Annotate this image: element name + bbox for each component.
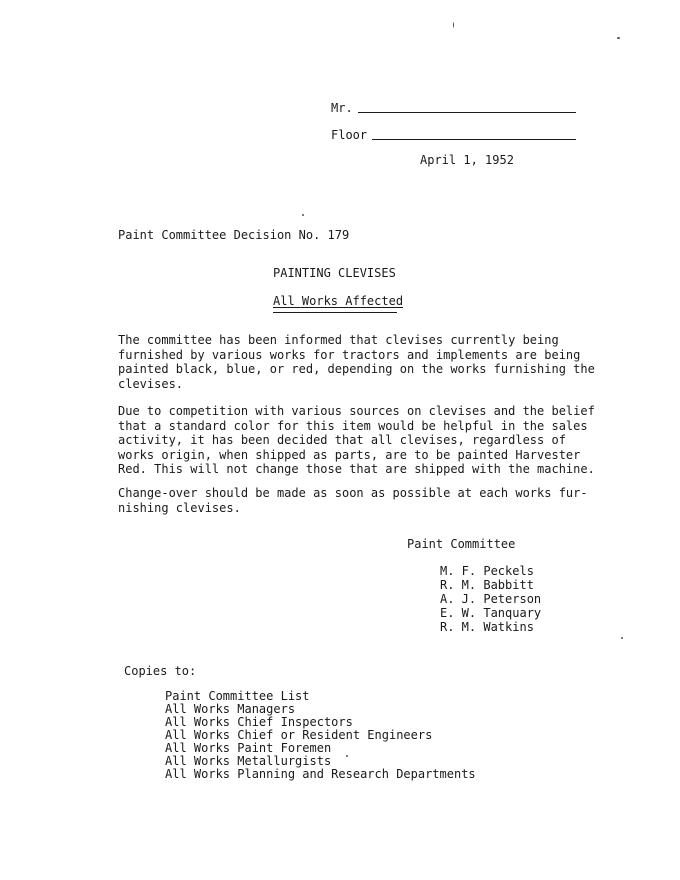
copies-recipient: All Works Chief or Resident Engineers — [165, 728, 433, 742]
mr-label: Mr. — [331, 101, 353, 115]
signature-member: R. M. Babbitt — [440, 578, 534, 592]
body-paragraph-2: Due to competition with various sources on clevises and the belief that a standard color for this item would be helpful in the sales activity, it has been decided that all clevises, regardless of works origin, when shipped as parts, are to be painted Harvester Red. This will not change those that are shipped with the machine. — [118, 404, 595, 476]
mr-blank-line — [358, 112, 576, 113]
memo-date: April 1, 1952 — [420, 153, 514, 167]
floor-label: Floor — [331, 128, 368, 142]
copies-label: Copies to: — [124, 664, 197, 678]
scan-speck — [302, 214, 304, 216]
scan-speck — [617, 37, 620, 39]
copies-recipient: Paint Committee List — [165, 689, 310, 703]
signature-member: R. M. Watkins — [440, 620, 534, 634]
floor-blank-line — [372, 139, 576, 140]
copies-recipient: All Works Paint Foremen — [165, 741, 332, 755]
copies-recipient: All Works Planning and Research Departments — [165, 767, 476, 781]
scan-speck — [453, 22, 454, 28]
scan-speck — [346, 755, 348, 757]
signature-heading: Paint Committee — [407, 537, 516, 551]
decision-number: Paint Committee Decision No. 179 — [118, 228, 350, 242]
signature-member: E. W. Tanquary — [440, 606, 542, 620]
signature-member: M. F. Peckels — [440, 564, 534, 578]
body-paragraph-3: Change-over should be made as soon as possible at each works fur- nishing clevises. — [118, 486, 588, 515]
scan-speck — [621, 637, 623, 639]
subject-subtitle: All Works Affected — [273, 294, 404, 308]
subject-underline — [273, 312, 397, 313]
copies-recipient: All Works Managers — [165, 702, 296, 716]
copies-recipient: All Works Metallurgists — [165, 754, 332, 768]
body-paragraph-1: The committee has been informed that clevises currently being furnished by various works for tractors and implements are being painted black, blue, or red, depending on the works furnishing the clevises. — [118, 333, 595, 391]
subject-title: PAINTING CLEVISES — [273, 266, 396, 280]
signature-member: A. J. Peterson — [440, 592, 542, 606]
copies-recipient: All Works Chief Inspectors — [165, 715, 353, 729]
